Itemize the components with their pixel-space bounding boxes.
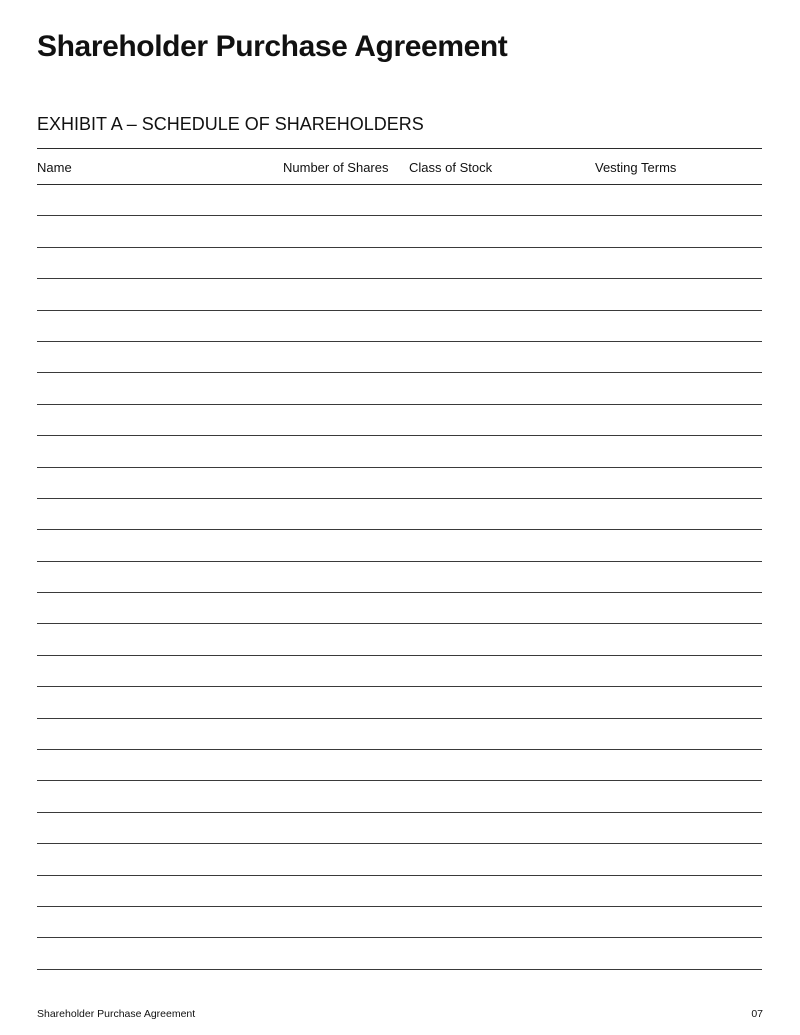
page-title: Shareholder Purchase Agreement	[37, 30, 508, 63]
shareholder-schedule-table	[37, 148, 762, 970]
column-header-class-of-stock: Class of Stock	[409, 160, 493, 175]
table-row	[37, 468, 762, 499]
footer-page-number: 07	[751, 1008, 763, 1020]
table-row	[37, 876, 762, 907]
table-row	[37, 405, 762, 436]
table-row	[37, 185, 762, 216]
table-body	[37, 185, 762, 970]
table-row	[37, 499, 762, 530]
table-row	[37, 624, 762, 655]
table-row	[37, 562, 762, 593]
footer-document-name: Shareholder Purchase Agreement	[37, 1008, 196, 1020]
table-row	[37, 436, 762, 467]
table-row	[37, 279, 762, 310]
column-header-name: Name	[37, 160, 72, 175]
table-row	[37, 687, 762, 718]
column-header-vesting-terms: Vesting Terms	[595, 160, 677, 175]
table-row	[37, 781, 762, 812]
table-row	[37, 311, 762, 342]
table-row	[37, 750, 762, 781]
table-row	[37, 907, 762, 938]
table-header-row	[37, 149, 762, 185]
table-row	[37, 373, 762, 404]
table-row	[37, 342, 762, 373]
table-row	[37, 656, 762, 687]
table-row	[37, 248, 762, 279]
section-heading: EXHIBIT A – SCHEDULE OF SHAREHOLDERS	[37, 114, 424, 134]
table-row	[37, 530, 762, 561]
table-row	[37, 593, 762, 624]
table-row	[37, 938, 762, 969]
table-row	[37, 719, 762, 750]
column-header-number-of-shares: Number of Shares	[283, 160, 389, 175]
table-row	[37, 216, 762, 247]
table-row	[37, 813, 762, 844]
table-row	[37, 844, 762, 875]
